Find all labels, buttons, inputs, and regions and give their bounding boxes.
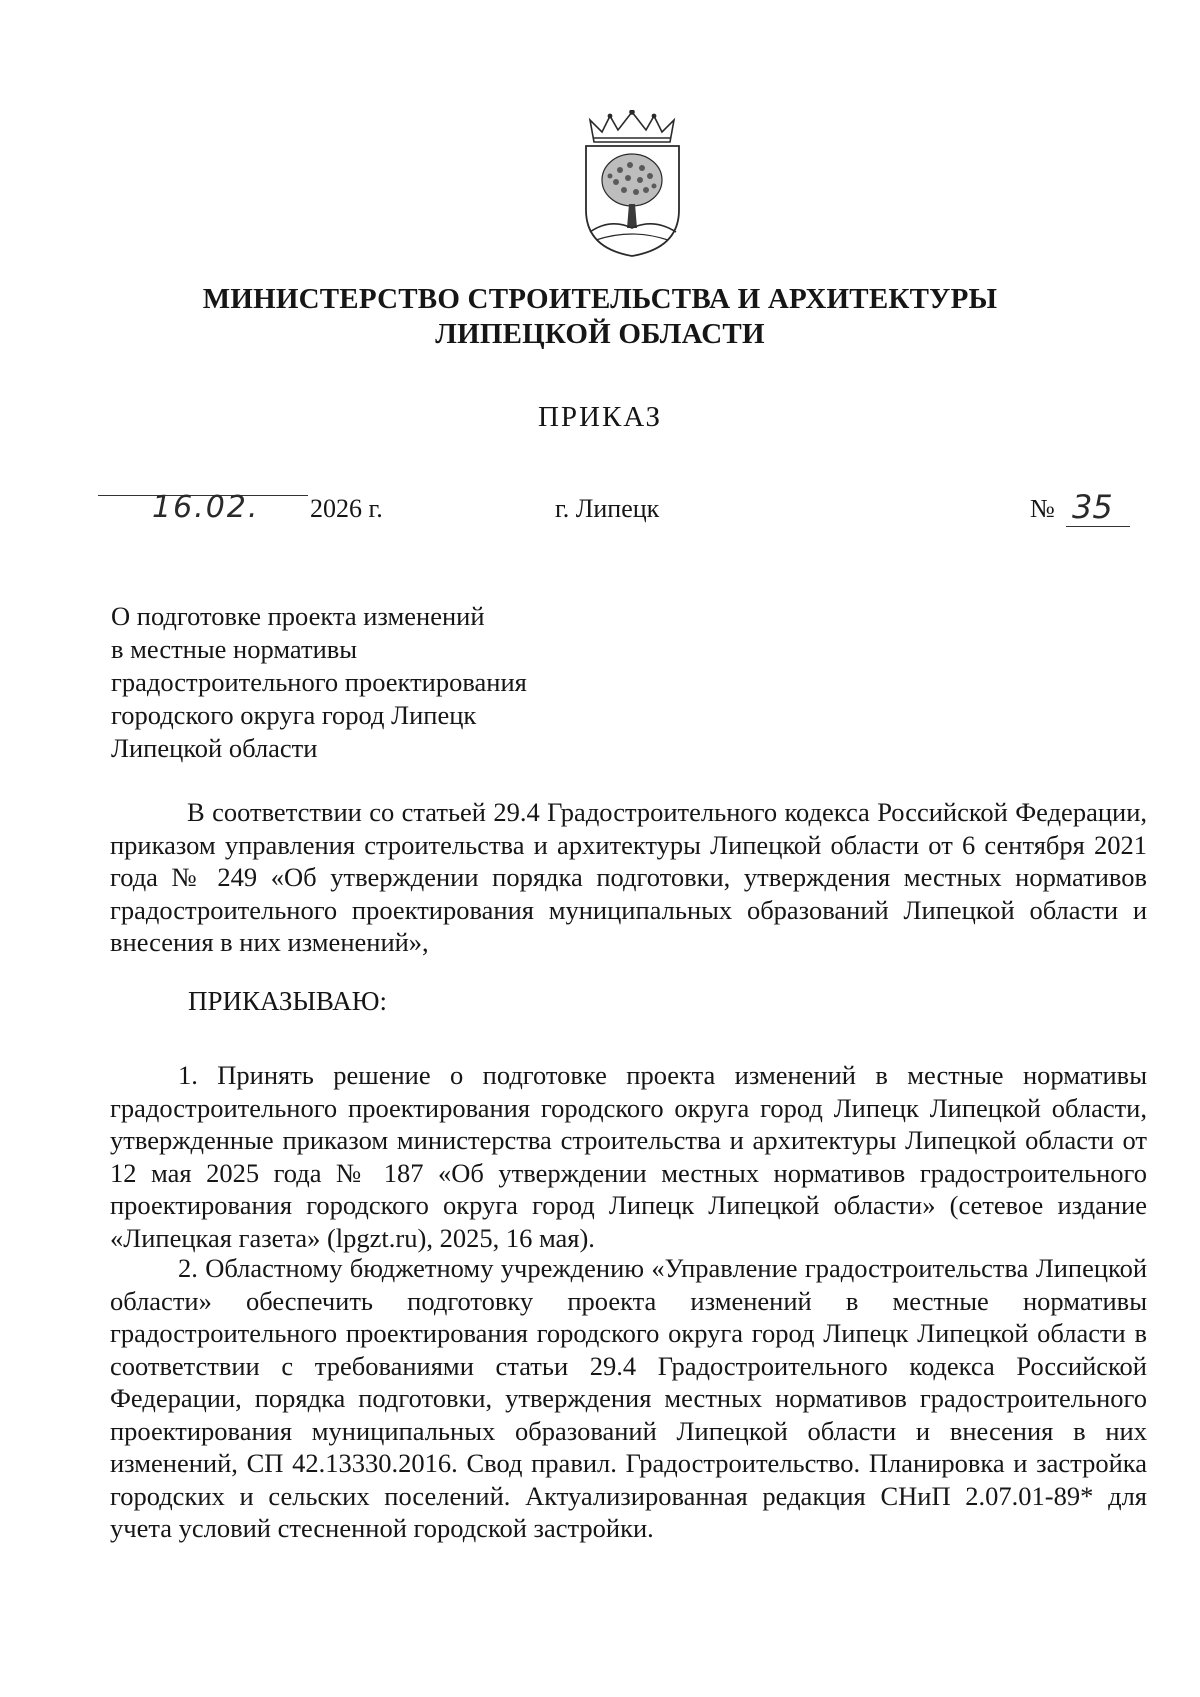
subject-line: в местные нормативы: [111, 634, 358, 664]
coat-of-arms-emblem: [580, 110, 685, 260]
preamble-paragraph: В соответствии со статьей 29.4 Градостроительного кодекса Российской Федерации, приказом управления строительства и архитектуры Липецкой области от 6 сентября 2021 года № 249 «Об утверждении порядка подготовки, утверждения местных нормативов градостроительного проектирования муниципальных образований Липецкой области и внесения в них изменений»,: [110, 797, 1147, 957]
oak-tree-icon: [602, 154, 662, 228]
document-type-title: ПРИКАЗ: [537, 401, 663, 433]
order-item-1: 1. Принять решение о подготовке проекта изменений в местные нормативы градостроительного проектирования городского округа город Липецк Липецкой области, утвержденные приказом министерства строительства и архитектуры Липецкой области от 12 мая 2025 года № 187 «Об утверждении местных нормативов градостроительного проектирования городского округа город Липецк Липецкой области» (сетевое издание «Липецкая газета» (lpgzt.ru), 2025, 16 мая).: [110, 1060, 1147, 1253]
subject-line: Липецкой области: [111, 733, 318, 763]
order-word: ПРИКАЗЫВАЮ:: [188, 986, 387, 1016]
ministry-name-line1: МИНИСТЕРСТВО СТРОИТЕЛЬСТВА И АРХИТЕКТУРЫ: [202, 283, 998, 315]
crown-icon: [590, 110, 674, 142]
subject-line: городского округа город Липецк: [111, 700, 477, 730]
handwritten-number: 35: [1072, 488, 1113, 526]
subject-line: градостроительного проектирования: [111, 667, 527, 697]
handwritten-date: 16.02.: [152, 490, 260, 525]
document-subject: [111, 600, 527, 765]
subject-line: О подготовке проекта изменений: [111, 601, 485, 631]
date-year: 2026 г.: [310, 494, 383, 523]
city-label: г. Липецк: [555, 494, 660, 523]
ministry-name-line2: ЛИПЕЦКОЙ ОБЛАСТИ: [435, 318, 765, 350]
order-item-2: 2. Областному бюджетному учреждению «Управление градостроительства Липецкой области» обеспечить подготовку проекта изменений в местные нормативы градостроительного проектирования городского округа город Липецк Липецкой области в соответствии с требованиями статьи 29.4 Градостроительного кодекса Российской Федерации, порядка подготовки, утверждения местных нормативов градостроительного проектирования муниципальных образований Липецкой области и внесения в них изменений, СП 42.13330.2016. Свод правил. Градостроительство. Планировка и застройка городских и сельских поселений. Актуализированная редакция СНиП 2.07.01-89* для учета условий стесненной городской застройки.: [110, 1253, 1147, 1543]
number-underline: [1066, 526, 1130, 527]
number-label: №: [1030, 494, 1055, 523]
